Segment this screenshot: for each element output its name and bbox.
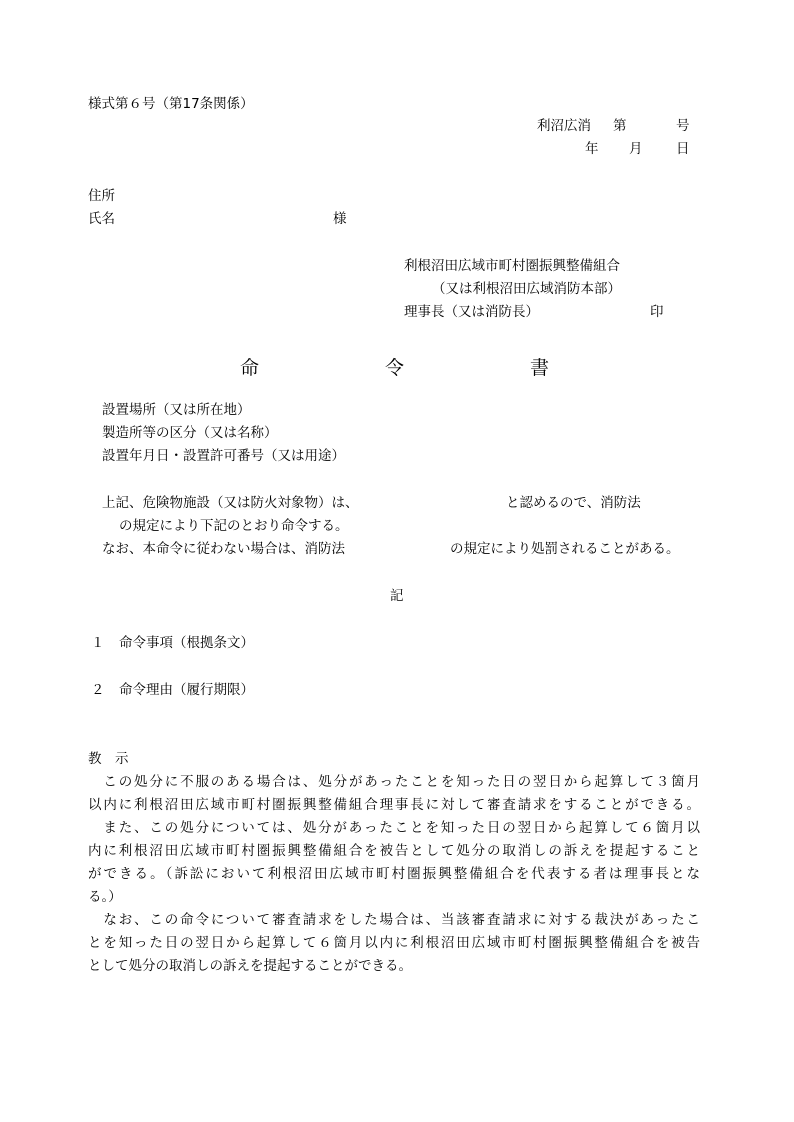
title-char-1: 命 <box>240 357 260 379</box>
appeal-notice-heading: 教 示 <box>88 751 129 767</box>
statement-line3-b: の規定により処罰されることがある。 <box>450 541 680 557</box>
statement-line3-a: なお、本命令に従わない場合は、消防法 <box>102 541 345 557</box>
appeal-notice-line: る。） <box>88 889 122 905</box>
appeal-notice-line: 以内に利根沼田広域市町村圏振興整備組合理事長に対して審査請求をすることができる。 <box>88 797 700 813</box>
name-label: 氏名 <box>88 211 115 227</box>
appeal-notice-line: この処分に不服のある場合は、処分があったことを知った日の翌日から起算して３箇月 <box>88 774 700 790</box>
appeal-notice-line: ができる。（訴訟において利根沼田広域市町村圏振興整備組合を代表する者は理事長とな <box>88 866 700 882</box>
title-char-2: 令 <box>385 357 405 379</box>
form-reference: 様式第６号（第17条関係） <box>88 96 254 112</box>
item-number: ２ <box>91 682 105 698</box>
issuer-organization: 利根沼田広域市町村圏振興整備組合 <box>404 258 620 274</box>
item-label-order-reason: 命令理由（履行期限） <box>119 682 254 698</box>
statement-line1-b: と認めるので、消防法 <box>506 495 641 511</box>
document-number-prefix: 利沼広消 <box>537 118 591 134</box>
address-label: 住所 <box>88 188 115 204</box>
honorific: 様 <box>333 211 347 227</box>
facility-category-label: 製造所等の区分（又は名称） <box>102 425 278 441</box>
title-char-3: 書 <box>530 357 550 379</box>
ki-heading: 記 <box>390 588 404 604</box>
item-number: １ <box>91 635 105 651</box>
date-day: 日 <box>676 141 690 157</box>
appeal-notice-line: なお、この命令について審査請求をした場合は、当該審査請求に対する裁決があったこ <box>88 912 700 928</box>
appeal-notice-line: とを知った日の翌日から起算して６箇月以内に利根沼田広域市町村圏振興整備組合を被告 <box>88 935 700 951</box>
document-number-dai: 第 <box>613 118 627 134</box>
appeal-notice-line: として処分の取消しの訴えを提起することができる。 <box>88 958 412 974</box>
statement-line1-a: 上記、危険物施設（又は防火対象物）は、 <box>102 495 359 511</box>
date-year: 年 <box>585 141 599 157</box>
appeal-notice-line: また、この処分については、処分があったことを知った日の翌日から起算して６箇月以 <box>88 820 700 836</box>
seal-mark: 印 <box>650 304 664 320</box>
statement-line2: の規定により下記のとおり命令する。 <box>119 518 349 534</box>
issuer-alt-organization: （又は利根沼田広域消防本部） <box>432 281 621 297</box>
facility-permit-label: 設置年月日・設置許可番号（又は用途） <box>102 448 345 464</box>
issuer-title: 理事長（又は消防長） <box>404 304 539 320</box>
appeal-notice-line: 内に利根沼田広域市町村圏振興整備組合を被告として処分の取消しの訴えを提起すること <box>88 843 700 859</box>
item-label-order-matters: 命令事項（根拠条文） <box>119 635 254 651</box>
date-month: 月 <box>629 141 643 157</box>
document-number-go: 号 <box>676 118 690 134</box>
facility-location-label: 設置場所（又は所在地） <box>102 402 251 418</box>
